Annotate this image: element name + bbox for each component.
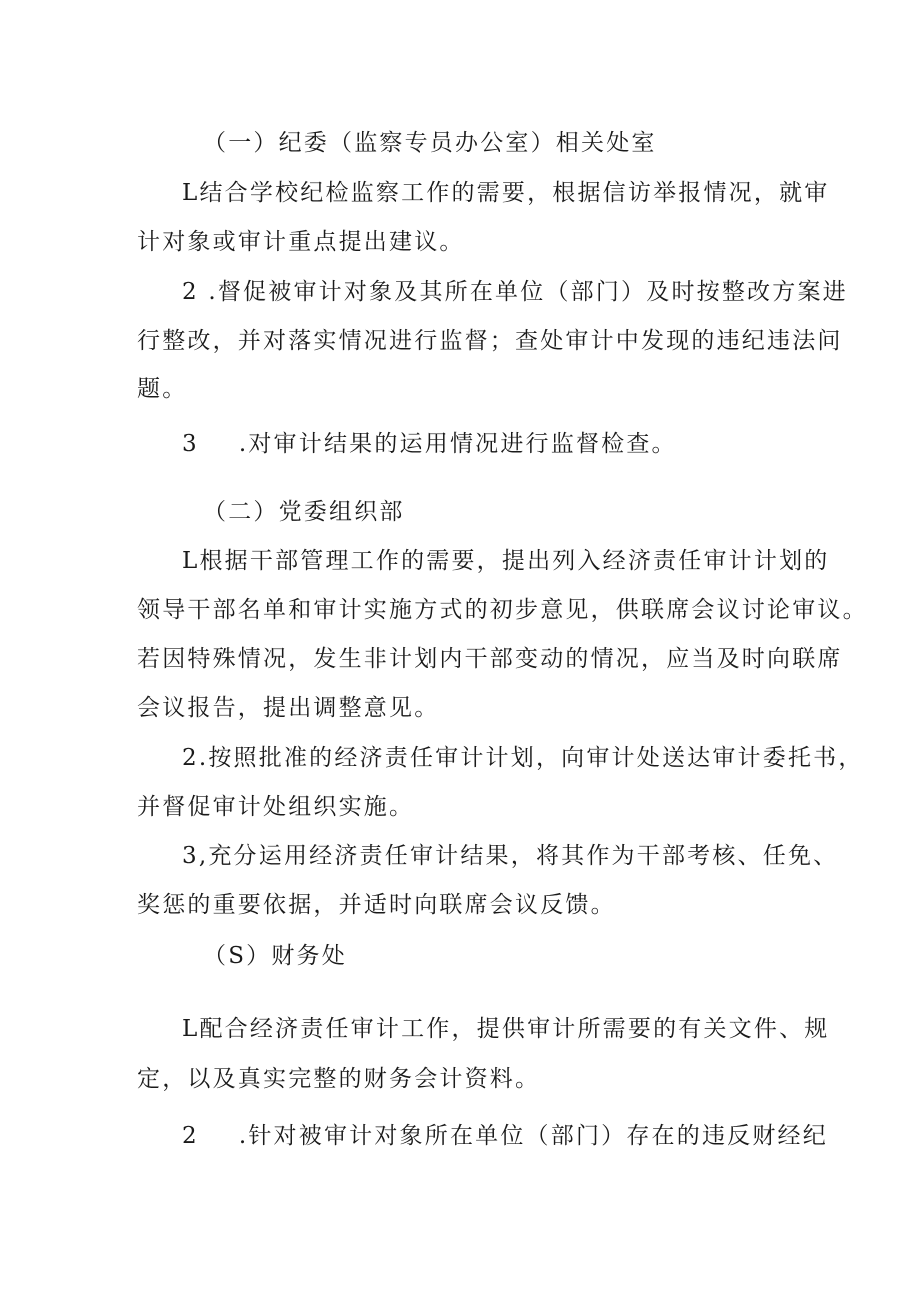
- paragraph-1-1-line-1: L结合学校纪检监察工作的需要，根据信访举报情况，就审: [182, 180, 830, 206]
- paragraph-1-2-line-3: 题。: [137, 376, 188, 402]
- paragraph-2-1-line-1: L根据干部管理工作的需要，提出列入经济责任审计计划的: [182, 548, 830, 574]
- paragraph-1-1-line-2: 计对象或审计重点提出建议。: [137, 229, 465, 255]
- paragraph-2-1-line-2: 领导干部名单和审计实施方式的初步意见，供联席会议讨论审议。: [137, 597, 868, 623]
- item-text: .对审计结果的运用情况进行监督检查。: [238, 431, 677, 457]
- paragraph-3-1-line-2: 定，以及真实完整的财务会计资料。: [137, 1066, 541, 1092]
- paragraph-2-3-line-2: 奖惩的重要依据，并适时向联席会议反馈。: [137, 892, 616, 918]
- paragraph-3-1-line-1: L配合经济责任审计工作，提供审计所需要的有关文件、规: [182, 1016, 830, 1042]
- section-heading-1: （一）纪委（监察专员办公室）相关处室: [203, 130, 657, 156]
- paragraph-2-3-line-1: 3,充分运用经济责任审计结果，将其作为干部考核、任免、: [182, 843, 839, 869]
- item-number: 2: [182, 1123, 199, 1149]
- paragraph-2-2-line-1: 2.按照批准的经济责任审计计划，向审计处送达审计委托书，: [182, 745, 864, 771]
- paragraph-2-1-line-4: 会议报告，提出调整意见。: [137, 695, 440, 721]
- item-text: .针对被审计对象所在单位（部门）存在的违反财经纪: [238, 1123, 828, 1149]
- paragraph-2-1-line-3: 若因特殊情况，发生非计划内干部变动的情况，应当及时向联席: [137, 646, 843, 672]
- section-heading-2: （二）党委组织部: [203, 499, 405, 525]
- item-number: 3: [182, 431, 199, 457]
- paragraph-2-2-line-2: 并督促审计处组织实施。: [137, 794, 415, 820]
- paragraph-1-2-line-1: 2 .督促被审计对象及其所在单位（部门）及时按整改方案进: [182, 279, 848, 305]
- paragraph-3-2: [182, 1121, 828, 1151]
- section-heading-3: （S）财务处: [203, 943, 347, 969]
- paragraph-1-2-line-2: 行整改，并对落实情况进行监督；查处审计中发现的违纪违法问: [137, 328, 843, 354]
- paragraph-1-3: [182, 429, 677, 459]
